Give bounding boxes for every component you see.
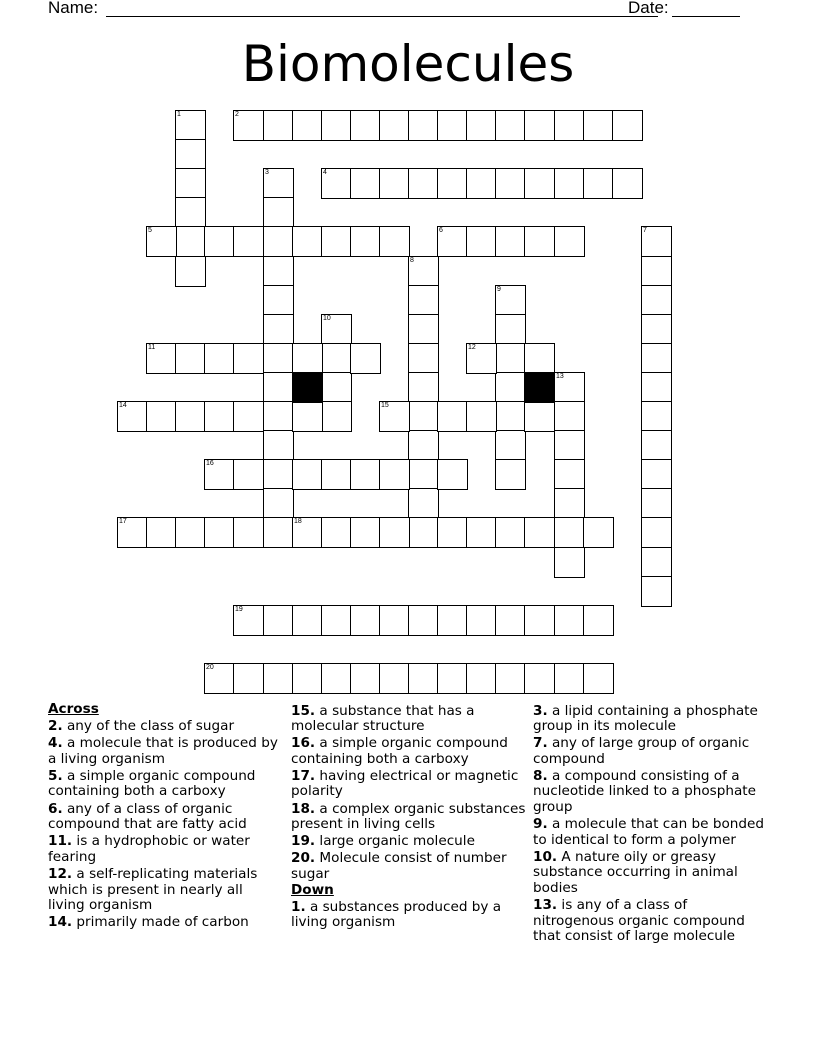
grid-cell[interactable] xyxy=(641,372,672,403)
grid-cell[interactable] xyxy=(146,226,177,257)
grid-cell[interactable] xyxy=(175,401,206,432)
clue-item-number: 4. xyxy=(48,735,63,752)
grid-cell[interactable] xyxy=(263,226,294,257)
clue-item xyxy=(533,898,769,945)
grid-cell[interactable] xyxy=(554,168,585,199)
grid-cell[interactable] xyxy=(641,517,672,548)
grid-cell[interactable] xyxy=(554,605,585,636)
grid-cell[interactable] xyxy=(583,168,614,199)
clue-item-number: 5. xyxy=(48,767,63,784)
grid-cell[interactable] xyxy=(204,401,235,432)
grid-cell[interactable] xyxy=(350,226,381,257)
grid-cell[interactable] xyxy=(379,110,410,141)
grid-cell[interactable] xyxy=(263,517,294,548)
grid-cell[interactable] xyxy=(263,488,294,519)
clue-item-text: a substance that has a molecular structure xyxy=(291,702,475,735)
grid-cell[interactable] xyxy=(321,343,352,374)
clue-item-text: a complex organic substances present in living cells xyxy=(291,800,526,833)
grid-cell[interactable] xyxy=(117,401,148,432)
clue-item-text: any of large group of organic compound xyxy=(533,735,750,767)
across-clue-list-continued xyxy=(291,704,527,883)
grid-cell[interactable] xyxy=(641,343,672,374)
clue-item-text: a compound consisting of a nucleotide linked to a phosphate group xyxy=(533,767,756,816)
grid-cell[interactable] xyxy=(321,168,352,199)
clue-item-number: 17. xyxy=(291,767,316,784)
clue-item-text: is a hydrophobic or water fearing xyxy=(48,833,250,865)
grid-cell[interactable] xyxy=(437,401,468,432)
grid-cell[interactable] xyxy=(321,459,352,490)
grid-cell[interactable] xyxy=(379,401,410,432)
clue-item xyxy=(48,915,280,931)
grid-cell[interactable] xyxy=(495,401,526,432)
clue-number: 20 xyxy=(206,664,214,671)
grid-cell[interactable] xyxy=(263,256,294,287)
clue-item-text: a simple organic compound containing both a carboxy xyxy=(291,735,508,767)
clue-item-number: 9. xyxy=(533,816,548,833)
clue-number: 16 xyxy=(206,460,214,467)
grid-cell[interactable] xyxy=(524,343,555,374)
clue-item-number: 2. xyxy=(48,718,63,735)
clue-item-text: a substances produced by a living organism xyxy=(291,898,502,931)
grid-cell[interactable] xyxy=(233,459,264,490)
grid-cell[interactable] xyxy=(408,372,439,403)
grid-cell[interactable] xyxy=(408,605,439,636)
clue-number: 4 xyxy=(323,169,327,176)
page-title: Biomolecules xyxy=(241,35,575,93)
clue-item-text: a molecule that is produced by a living organism xyxy=(48,735,278,767)
grid-cell[interactable] xyxy=(641,401,672,432)
clue-item-text: a self-replicating materials which is present in nearly all living organism xyxy=(48,865,258,914)
grid-cell[interactable] xyxy=(554,430,585,461)
grid-cell[interactable] xyxy=(466,168,497,199)
grid-cell[interactable] xyxy=(554,401,585,432)
grid-cell[interactable] xyxy=(350,459,381,490)
blocked-cell xyxy=(292,372,323,403)
grid-cell[interactable] xyxy=(263,430,294,461)
clue-number: 7 xyxy=(643,227,647,234)
grid-cell[interactable] xyxy=(641,576,672,607)
grid-cell[interactable] xyxy=(233,110,264,141)
grid-cell[interactable] xyxy=(175,343,206,374)
clue-item-text: any of a class of organic compound that are fatty acid xyxy=(48,800,247,833)
grid-cell[interactable] xyxy=(292,663,323,694)
clue-number: 17 xyxy=(119,518,127,525)
grid-cell[interactable] xyxy=(204,226,235,257)
clue-item-text: is any of a class of nitrogenous organic compound that consist of large molecule xyxy=(533,897,745,945)
grid-cell[interactable] xyxy=(554,226,585,257)
grid-cell[interactable] xyxy=(408,401,439,432)
clue-number: 10 xyxy=(323,315,331,322)
clue-item-number: 7. xyxy=(533,735,548,752)
grid-cell[interactable] xyxy=(175,226,206,257)
grid-cell[interactable] xyxy=(175,256,206,287)
grid-cell[interactable] xyxy=(408,430,439,461)
clue-number: 13 xyxy=(556,373,564,380)
grid-cell[interactable] xyxy=(263,605,294,636)
clue-item-number: 6. xyxy=(48,800,63,817)
grid-cell[interactable] xyxy=(263,168,294,199)
clue-number: 2 xyxy=(235,111,239,118)
grid-cell[interactable] xyxy=(495,517,526,548)
grid-cell[interactable] xyxy=(263,459,294,490)
grid-cell[interactable] xyxy=(641,285,672,316)
grid-cell[interactable] xyxy=(554,488,585,519)
grid-cell[interactable] xyxy=(233,343,264,374)
grid-cell[interactable] xyxy=(292,401,323,432)
grid-cell[interactable] xyxy=(350,168,381,199)
grid-cell[interactable] xyxy=(263,197,294,228)
clue-item-text: A nature oily or greasy substance occurring in animal bodies xyxy=(533,848,738,897)
grid-cell[interactable] xyxy=(583,517,614,548)
grid-cell[interactable] xyxy=(524,663,555,694)
clue-item-number: 14. xyxy=(48,914,73,931)
grid-cell[interactable] xyxy=(263,314,294,345)
grid-cell[interactable] xyxy=(554,459,585,490)
grid-cell[interactable] xyxy=(204,663,235,694)
clue-item-number: 3. xyxy=(533,702,548,719)
grid-cell[interactable] xyxy=(263,372,294,403)
grid-cell[interactable] xyxy=(641,226,672,257)
grid-cell[interactable] xyxy=(146,401,177,432)
grid-cell[interactable] xyxy=(175,168,206,199)
clue-item xyxy=(291,736,527,767)
grid-cell[interactable] xyxy=(321,226,352,257)
grid-cell[interactable] xyxy=(495,314,526,345)
across-clue-list xyxy=(48,719,280,931)
grid-cell[interactable] xyxy=(379,663,410,694)
clue-item-text: primarily made of carbon xyxy=(72,914,249,931)
clue-item xyxy=(533,769,769,816)
grid-cell[interactable] xyxy=(204,517,235,548)
clue-item xyxy=(533,704,769,735)
grid-cell[interactable] xyxy=(321,605,352,636)
grid-cell[interactable] xyxy=(495,168,526,199)
grid-cell[interactable] xyxy=(524,605,555,636)
grid-cell[interactable] xyxy=(379,168,410,199)
grid-cell[interactable] xyxy=(495,343,526,374)
grid-cell[interactable] xyxy=(495,605,526,636)
grid-cell[interactable] xyxy=(583,663,614,694)
grid-cell[interactable] xyxy=(554,110,585,141)
grid-cell[interactable] xyxy=(146,517,177,548)
clue-item xyxy=(533,736,769,767)
grid-cell[interactable] xyxy=(408,459,439,490)
grid-cell[interactable] xyxy=(292,459,323,490)
grid-cell[interactable] xyxy=(437,459,468,490)
grid-cell[interactable] xyxy=(204,459,235,490)
grid-cell[interactable] xyxy=(379,226,410,257)
clue-number: 6 xyxy=(439,227,443,234)
grid-cell[interactable] xyxy=(466,401,497,432)
grid-cell[interactable] xyxy=(466,343,497,374)
clue-item-text: having electrical or magnetic polarity xyxy=(291,767,519,800)
grid-cell[interactable] xyxy=(524,168,555,199)
clue-item-number: 10. xyxy=(533,848,558,865)
grid-cell[interactable] xyxy=(583,110,614,141)
grid-cell[interactable] xyxy=(263,285,294,316)
grid-cell[interactable] xyxy=(263,343,294,374)
clue-number: 5 xyxy=(148,227,152,234)
clue-item-text: large organic molecule xyxy=(315,833,475,850)
grid-cell[interactable] xyxy=(292,110,323,141)
grid-cell[interactable] xyxy=(321,314,352,345)
clue-item xyxy=(291,834,527,850)
grid-cell[interactable] xyxy=(466,226,497,257)
grid-cell[interactable] xyxy=(641,488,672,519)
grid-cell[interactable] xyxy=(495,110,526,141)
grid-cell[interactable] xyxy=(233,605,264,636)
grid-cell[interactable] xyxy=(495,459,526,490)
clue-item-number: 1. xyxy=(291,898,306,915)
clue-item xyxy=(48,769,280,800)
grid-cell[interactable] xyxy=(204,343,235,374)
clue-number: 14 xyxy=(119,402,127,409)
down-clue-list-continued xyxy=(533,704,769,945)
grid-cell[interactable] xyxy=(321,110,352,141)
grid-cell[interactable] xyxy=(263,401,294,432)
grid-cell[interactable] xyxy=(554,547,585,578)
grid-cell[interactable] xyxy=(408,110,439,141)
grid-cell[interactable] xyxy=(146,343,177,374)
grid-cell[interactable] xyxy=(495,226,526,257)
grid-cell[interactable] xyxy=(175,517,206,548)
across-header: Across xyxy=(48,701,99,717)
grid-cell[interactable] xyxy=(263,663,294,694)
clue-item-text: Molecule consist of number sugar xyxy=(291,850,507,882)
grid-cell[interactable] xyxy=(612,168,643,199)
grid-cell[interactable] xyxy=(408,168,439,199)
grid-cell[interactable] xyxy=(612,110,643,141)
clue-number: 9 xyxy=(497,286,501,293)
grid-cell[interactable] xyxy=(495,285,526,316)
grid-cell[interactable] xyxy=(233,401,264,432)
grid-cell[interactable] xyxy=(408,285,439,316)
clue-item-number: 16. xyxy=(291,735,316,752)
clue-item-number: 13. xyxy=(533,897,558,914)
clue-item xyxy=(48,834,280,865)
grid-cell[interactable] xyxy=(292,605,323,636)
grid-cell[interactable] xyxy=(554,372,585,403)
grid-cell[interactable] xyxy=(554,663,585,694)
grid-cell[interactable] xyxy=(408,517,439,548)
clue-item xyxy=(48,719,280,735)
grid-cell[interactable] xyxy=(524,226,555,257)
clue-item xyxy=(533,850,769,897)
grid-cell[interactable] xyxy=(437,605,468,636)
grid-cell[interactable] xyxy=(408,663,439,694)
grid-cell[interactable] xyxy=(641,314,672,345)
grid-cell[interactable] xyxy=(524,517,555,548)
grid-cell[interactable] xyxy=(379,605,410,636)
grid-cell[interactable] xyxy=(175,110,206,141)
clue-number: 11 xyxy=(148,344,156,351)
grid-cell[interactable] xyxy=(233,226,264,257)
grid-cell[interactable] xyxy=(321,663,352,694)
grid-cell[interactable] xyxy=(233,663,264,694)
down-header: Down xyxy=(291,881,334,898)
date-label: Date: xyxy=(628,0,669,17)
clues-column-2 xyxy=(291,702,527,931)
clues-column-3 xyxy=(533,702,769,945)
grid-cell[interactable] xyxy=(641,256,672,287)
grid-cell[interactable] xyxy=(321,372,352,403)
grid-cell[interactable] xyxy=(292,517,323,548)
clue-number: 18 xyxy=(294,518,302,525)
grid-cell[interactable] xyxy=(321,517,352,548)
clue-number: 19 xyxy=(235,606,243,613)
grid-cell[interactable] xyxy=(263,110,294,141)
clue-item-number: 20. xyxy=(291,850,316,867)
clue-item-number: 12. xyxy=(48,865,73,882)
grid-cell[interactable] xyxy=(466,517,497,548)
clue-item-number: 19. xyxy=(291,833,316,850)
grid-cell[interactable] xyxy=(495,372,526,403)
clue-item xyxy=(48,802,280,833)
clue-item-text: a lipid containing a phosphate group in its molecule xyxy=(533,702,758,735)
clues-column-1 xyxy=(48,702,280,931)
clue-number: 1 xyxy=(177,111,181,118)
name-label: Name: xyxy=(48,0,99,17)
grid-cell[interactable] xyxy=(466,110,497,141)
grid-cell[interactable] xyxy=(524,110,555,141)
clue-item xyxy=(291,900,527,931)
clue-number: 15 xyxy=(381,402,389,409)
grid-cell[interactable] xyxy=(641,430,672,461)
grid-cell[interactable] xyxy=(408,314,439,345)
grid-cell[interactable] xyxy=(233,517,264,548)
clue-item xyxy=(48,736,280,767)
clue-item-text: a simple organic compound containing both a carboxy xyxy=(48,767,256,800)
grid-cell[interactable] xyxy=(437,663,468,694)
grid-cell[interactable] xyxy=(350,110,381,141)
grid-cell[interactable] xyxy=(350,663,381,694)
grid-cell[interactable] xyxy=(350,343,381,374)
grid-cell[interactable] xyxy=(495,663,526,694)
grid-cell[interactable] xyxy=(466,605,497,636)
clue-item xyxy=(291,769,527,800)
grid-cell[interactable] xyxy=(437,168,468,199)
clue-item xyxy=(533,817,769,848)
blocked-cell xyxy=(524,372,555,403)
clue-item xyxy=(48,867,280,914)
grid-cell[interactable] xyxy=(408,488,439,519)
clue-item-number: 18. xyxy=(291,800,316,817)
clue-item-number: 15. xyxy=(291,702,316,719)
grid-cell[interactable] xyxy=(524,401,555,432)
grid-cell[interactable] xyxy=(466,663,497,694)
grid-cell[interactable] xyxy=(350,517,381,548)
clue-item-text: a molecule that can be bonded to identical to form a polymer xyxy=(533,816,765,848)
grid-cell[interactable] xyxy=(583,605,614,636)
grid-cell[interactable] xyxy=(554,517,585,548)
grid-cell[interactable] xyxy=(408,256,439,287)
clue-item-number: 8. xyxy=(533,767,548,784)
grid-cell[interactable] xyxy=(175,139,206,170)
grid-cell[interactable] xyxy=(437,517,468,548)
grid-cell[interactable] xyxy=(379,459,410,490)
clue-item xyxy=(291,851,527,882)
clue-number: 12 xyxy=(468,344,476,351)
grid-cell[interactable] xyxy=(437,110,468,141)
grid-cell[interactable] xyxy=(321,401,352,432)
grid-cell[interactable] xyxy=(495,430,526,461)
clue-item xyxy=(291,704,527,735)
grid-cell[interactable] xyxy=(350,605,381,636)
clue-number: 3 xyxy=(265,169,269,176)
grid-cell[interactable] xyxy=(175,197,206,228)
grid-cell[interactable] xyxy=(379,517,410,548)
grid-cell[interactable] xyxy=(292,343,323,374)
grid-cell[interactable] xyxy=(641,547,672,578)
down-clue-list xyxy=(291,900,527,931)
clue-item xyxy=(291,802,527,833)
grid-cell[interactable] xyxy=(408,343,439,374)
grid-cell[interactable] xyxy=(117,517,148,548)
clue-number: 8 xyxy=(410,257,414,264)
grid-cell[interactable] xyxy=(437,226,468,257)
clue-item-text: any of the class of sugar xyxy=(62,718,235,735)
grid-cell[interactable] xyxy=(292,226,323,257)
grid-cell[interactable] xyxy=(641,459,672,490)
clue-item-number: 11. xyxy=(48,833,73,850)
